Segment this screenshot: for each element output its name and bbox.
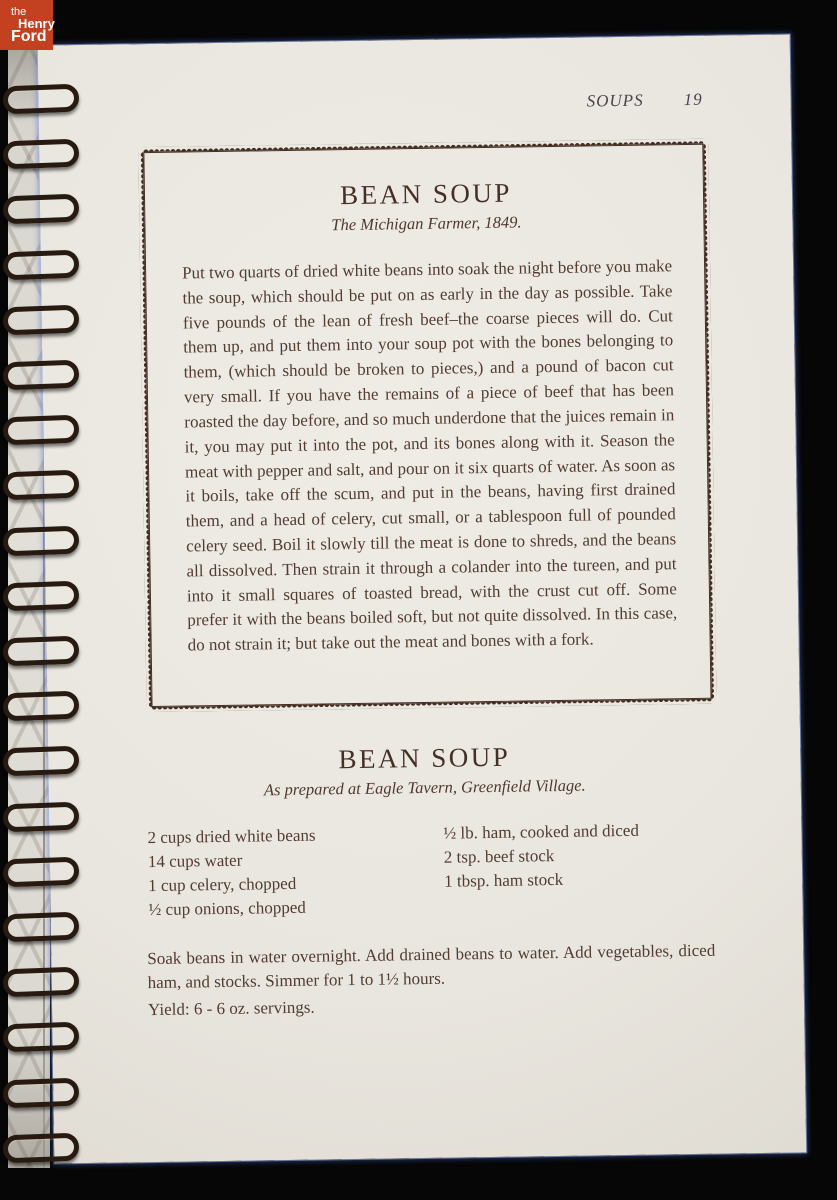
spiral-coil	[2, 580, 79, 611]
spiral-coil	[2, 249, 79, 280]
recipe2-attribution: As prepared at Eagle Tavern, Greenfield Village.	[263, 775, 586, 800]
spiral-coil	[2, 470, 79, 501]
spiral-coil	[2, 691, 79, 722]
ingredients-column-left	[147, 822, 444, 923]
spiral-coil	[2, 84, 79, 115]
spiral-coil	[2, 801, 79, 832]
scallop-edge-left	[138, 152, 151, 707]
spiral-coil	[2, 360, 79, 391]
spiral-coil	[2, 304, 79, 335]
spiral-coil	[2, 967, 79, 998]
spiral-coil	[2, 746, 79, 777]
ingredient-item: 2 cups dried white beans	[147, 825, 316, 848]
spiral-coil	[2, 1022, 79, 1053]
recipe2-instructions: Soak beans in water overnight. Add drained beans to water. Add vegetables, diced ham, and stocks. Simmer for 1 to 1½ hours.	[147, 940, 716, 993]
page-content	[38, 34, 807, 1163]
ingredient-item: 1 cup celery, chopped	[148, 874, 297, 896]
henry-ford-logo	[0, 0, 53, 50]
page-number: 19	[683, 89, 703, 110]
ingredient-item: 1 tbsp. ham stock	[444, 870, 564, 891]
recipe1-attribution: The Michigan Farmer, 1849.	[331, 212, 522, 235]
cookbook-page	[38, 34, 807, 1163]
logo-text-henry: Henry	[18, 16, 55, 31]
scallop-edge-bottom	[152, 699, 712, 712]
ingredients-list	[49, 816, 802, 924]
spiral-coil	[2, 525, 79, 556]
ingredient-item: 2 tsp. beef stock	[443, 846, 555, 867]
spiral-coil	[2, 636, 79, 667]
spiral-coil	[2, 1077, 79, 1108]
ingredients-column-right	[443, 816, 802, 918]
spiral-coil	[2, 1132, 79, 1163]
scallop-edge-top	[143, 139, 703, 152]
spiral-coil	[2, 139, 79, 170]
spiral-coil	[2, 912, 79, 943]
recipe2-yield: Yield: 6 - 6 oz. servings.	[147, 997, 315, 1020]
recipe2-title: BEAN SOUP	[338, 741, 511, 775]
section-title: SOUPS	[586, 90, 644, 111]
spiral-coil	[2, 415, 79, 446]
logo-text-ford: Ford	[11, 28, 47, 45]
recipe-border-frame	[143, 144, 711, 707]
ingredient-item: ½ cup onions, chopped	[148, 898, 306, 920]
recipe1-body-text: Put two quarts of dried white beans into soak the night before you make the soup, which should be put on as early in the day as possible. Take five pounds of the lean of fresh beef–the coarse pieces will do. Cut them up, and put them into your soup pot with the bones belonging to them, (which should be broken to pieces,) and a pound of bacon cut very small. If you have the remains of a piece of beef that has been roasted the day before, and so much underdone that the juices remain in it, you may put it into the pot, and its bones along with it. Season the meat with pepper and salt, and pour on it six quarts of water. As soon as it boils, take off the scum, and put in the beans, having first drained them, and a head of celery, cut small, or a tablespoon full of pounded celery seed. Boil it slowly till the meat is done to shreds, and the beans all dissolved. Then strain it through a colander into the tureen, and put into it small squares of toasted bread, with the crust cut off. Some prefer it with the beans boiled soft, but not quite dissolved. In this case, do not strain it; but take out the meat and bones with a fork.	[181, 256, 678, 655]
scallop-edge-right	[703, 144, 716, 699]
spiral-coil	[2, 856, 79, 887]
recipe2-section	[48, 737, 804, 1024]
ingredient-item: ½ lb. ham, cooked and diced	[443, 820, 640, 843]
recipe1-title: BEAN SOUP	[339, 177, 513, 211]
spiral-coil	[2, 194, 79, 225]
logo-text-the: the	[11, 6, 27, 18]
spiral-binding	[3, 85, 95, 1175]
ingredient-item: 14 cups water	[147, 850, 243, 872]
running-head	[38, 34, 791, 119]
